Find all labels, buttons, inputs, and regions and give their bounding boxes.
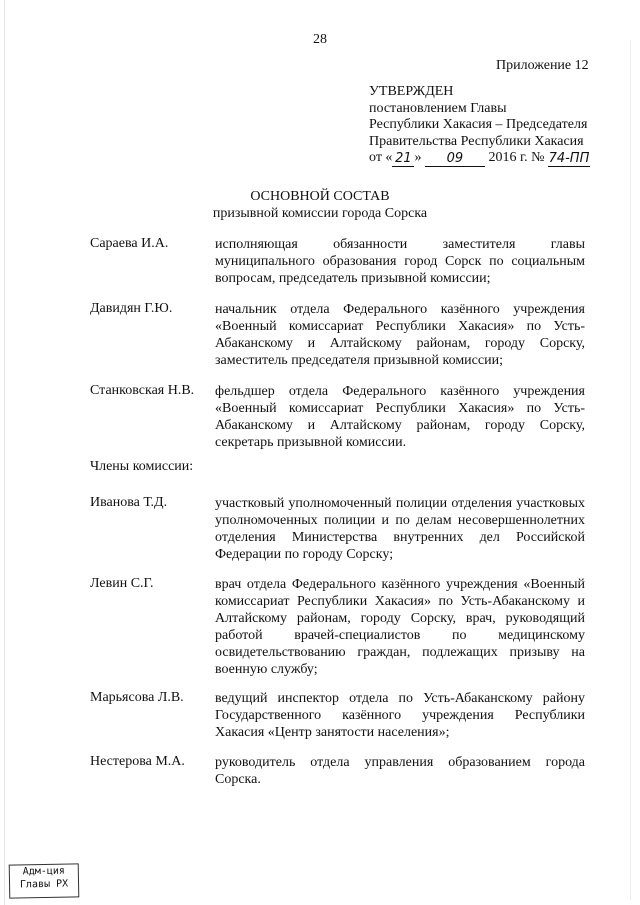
page-number: 28 [313, 32, 327, 47]
member-name: Станковская Н.В. [90, 383, 195, 398]
approval-heading: УТВЕРЖДЕН [369, 84, 454, 99]
member-role: начальник отдела Федерального казённого учреждения «Военный комиссариат Республики Хакасия» по Усть-Абаканскому и Алтайскому районам, городу Сорску, заместитель председателя призывной комиссии; [215, 302, 585, 368]
document-number: 74-ПП [548, 150, 590, 166]
title-line-2: призывной комиссии города Сорска [212, 206, 428, 221]
approval-line-1: постановлением Главы [369, 100, 507, 116]
date-year: 2016 г. № [488, 150, 545, 165]
member-name: Марьясова Л.В. [90, 690, 184, 705]
date-separator: » [414, 150, 422, 165]
member-role: фельдшер отдела Федерального казённого учреждения «Военный комиссариат Республики Хакасия» по Усть-Абаканскому и Алтайскому районам, городу Сорску, секретарь призывной комиссии. [215, 384, 585, 450]
members-section-label: Члены комиссии: [90, 459, 194, 474]
member-role: участковый уполномоченный полиции отделения участковых уполномоченных полиции и по делам несовершеннолетних отделения Министерства внутренних дел Российской Федерации по городу Сорску; [215, 496, 585, 562]
member-role: руководитель отдела управления образованием города Сорска. [215, 755, 585, 787]
scan-edge-right [630, 40, 631, 900]
registry-stamp [9, 863, 80, 898]
member-role: ведущий инспектор отдела по Усть-Абаканскому району Государственного казённого учреждения Республики Хакасия «Центр занятости населения»; [215, 691, 585, 740]
member-name: Нестерова М.А. [90, 754, 185, 769]
member-name: Иванова Т.Д. [90, 495, 168, 510]
date-prefix: от « [369, 150, 393, 165]
stamp-line-2: Главы РХ [19, 878, 69, 891]
scan-edge-left [4, 0, 5, 905]
member-name: Сараева И.А. [90, 236, 169, 251]
member-name: Левин С.Г. [90, 576, 154, 591]
title-line-1: ОСНОВНОЙ СОСТАВ [250, 189, 390, 204]
member-role: врач отдела Федерального казённого учреждения «Военный комиссариат Республики Хакасия» по Усть-Абаканскому и Алтайскому районам, городу Сорску, врач, руководящий работой врачей-специалистов по медицинскому освидетельствованию граждан, подлежащих призыву на военную службу; [215, 577, 585, 677]
member-role: исполняющая обязанности заместителя главы муниципального образования город Сорск по социальным вопросам, председатель призывной комиссии; [215, 237, 585, 286]
document-title [0, 188, 640, 222]
date-month: 09 [425, 151, 485, 167]
appendix-label: Приложение 12 [496, 58, 589, 73]
member-name: Давидян Г.Ю. [90, 301, 173, 316]
approval-line-2: Республики Хакасия – Председателя [369, 117, 588, 132]
stamp-line-1: Адм-ция [22, 865, 66, 878]
date-day: 21 [392, 151, 414, 167]
approval-date [369, 150, 590, 167]
approval-block [369, 84, 590, 167]
approval-line-3: Правительства Республики Хакасия [369, 133, 584, 149]
